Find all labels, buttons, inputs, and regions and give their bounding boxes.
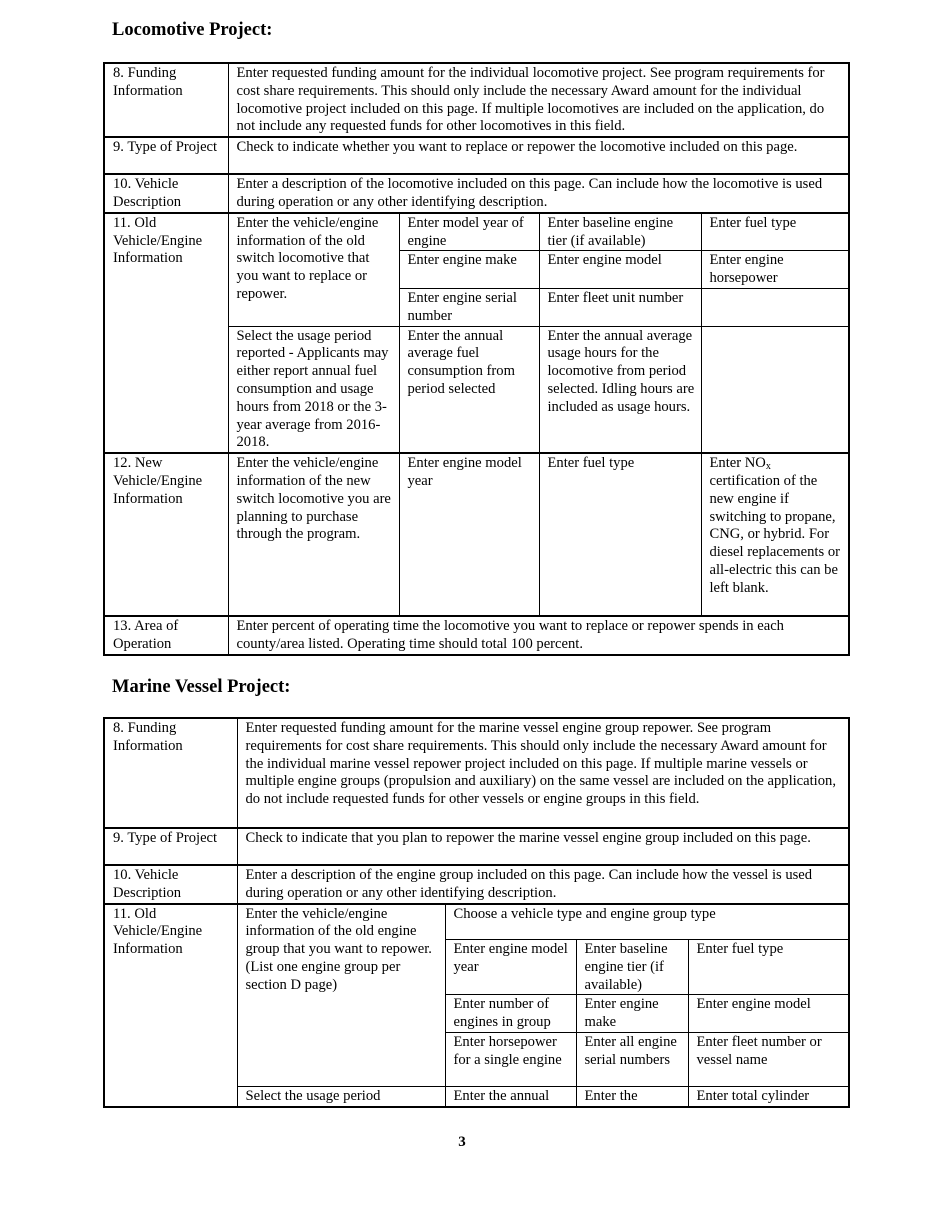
marine-old-engine-make[interactable]: Enter engine make [576, 995, 688, 1033]
loco-old-engine-make[interactable]: Enter engine make [399, 251, 539, 289]
locomotive-section-title: Locomotive Project: [112, 20, 273, 40]
marine-old-label: 11. Old Vehicle/Engine Information [104, 904, 237, 1107]
loco-row-area [104, 616, 849, 655]
marine-description-label: 10. Vehicle Description [104, 865, 237, 904]
loco-new-label: 12. New Vehicle/Engine Information [104, 453, 228, 616]
marine-type-text[interactable]: Check to indicate that you plan to repower the marine vessel engine group included on this page. [237, 828, 849, 865]
marine-old-annual[interactable]: Enter the annual [445, 1087, 576, 1107]
marine-old-num-engines[interactable]: Enter number of engines in group [445, 995, 576, 1033]
marine-description-text[interactable]: Enter a description of the engine group included on this page. Can include how the vessel is used during operation or any other identifying description. [237, 865, 849, 904]
loco-new-intro: Enter the vehicle/engine information of the new switch locomotive you are planning to purchase through the program. [228, 453, 399, 616]
loco-type-label: 9. Type of Project [104, 137, 228, 174]
page-number: 3 [458, 1134, 466, 1150]
marine-old-enter-the[interactable]: Enter the [576, 1087, 688, 1107]
loco-row-old-1 [104, 213, 849, 251]
loco-row-new [104, 453, 849, 616]
marine-funding-text[interactable]: Enter requested funding amount for the marine vessel engine group repower. See program requirements for cost share requirements. This should only include the necessary Award amount for the individual marine vessel repower project included on this page. If multiple marine vessels or multiple engine groups (propulsion and auxiliary) on the same vessel are included on the application, do not include requested funds for other vessels or engine groups in this field. [237, 718, 849, 828]
loco-new-fuel-type[interactable]: Enter fuel type [539, 453, 701, 616]
nox-subscript: x [765, 461, 771, 473]
marine-old-intro-text: Enter the vehicle/engine information of the old engine group that you want to repower. [245, 905, 432, 958]
loco-row-type [104, 137, 849, 174]
marine-old-intro [237, 904, 445, 1087]
marine-old-baseline-tier[interactable]: Enter baseline engine tier (if available) [576, 940, 688, 995]
loco-old-usage-hours[interactable]: Enter the annual average usage hours for the locomotive from period selected. Idling hours are included as usage hours. [539, 326, 701, 453]
marine-old-usage-period[interactable]: Select the usage period [237, 1087, 445, 1107]
loco-old-horsepower[interactable]: Enter engine horsepower [701, 251, 849, 289]
loco-funding-label: 8. Funding Information [104, 63, 228, 137]
loco-old-empty-cell-2 [701, 326, 849, 453]
nox-text-prefix: Enter NO [709, 455, 766, 472]
marine-table [103, 717, 850, 1108]
loco-new-model-year[interactable]: Enter engine model year [399, 453, 539, 616]
marine-old-fleet-name[interactable]: Enter fleet number or vessel name [688, 1033, 849, 1087]
loco-type-text[interactable]: Check to indicate whether you want to replace or repower the locomotive included on this page. [228, 137, 849, 174]
marine-old-serials[interactable]: Enter all engine serial numbers [576, 1033, 688, 1087]
loco-old-fuel-type[interactable]: Enter fuel type [701, 213, 849, 251]
marine-old-fuel-type[interactable]: Enter fuel type [688, 940, 849, 995]
loco-funding-text[interactable]: Enter requested funding amount for the individual locomotive project. See program requirements for cost share requirements. This should only include the necessary Award amount for the individual locomotive project included on this page. If multiple locomotives are included on the application, do not include any requested funds for other locomotives in this field. [228, 63, 849, 137]
marine-old-vehicle-type[interactable]: Choose a vehicle type and engine group type [445, 904, 849, 940]
marine-funding-label: 8. Funding Information [104, 718, 237, 828]
marine-row-type [104, 828, 849, 865]
loco-old-intro: Enter the vehicle/engine information of the old switch locomotive that you want to replace or repower. [228, 213, 399, 326]
loco-old-empty-cell [701, 288, 849, 326]
locomotive-table [103, 62, 850, 656]
marine-old-cylinder[interactable]: Enter total cylinder [688, 1087, 849, 1107]
loco-old-fleet-unit[interactable]: Enter fleet unit number [539, 288, 701, 326]
marine-old-horsepower[interactable]: Enter horsepower for a single engine [445, 1033, 576, 1087]
loco-old-baseline-tier[interactable]: Enter baseline engine tier (if available) [539, 213, 701, 251]
loco-description-text[interactable]: Enter a description of the locomotive included on this page. Can include how the locomotive is used during operation or any other identifying description. [228, 174, 849, 213]
loco-old-label: 11. Old Vehicle/Engine Information [104, 213, 228, 453]
loco-area-text[interactable]: Enter percent of operating time the locomotive you want to replace or repower spends in each county/area listed. Operating time should total 100 percent. [228, 616, 849, 655]
loco-old-engine-model[interactable]: Enter engine model [539, 251, 701, 289]
marine-row-description [104, 865, 849, 904]
marine-old-engine-model[interactable]: Enter engine model [688, 995, 849, 1033]
loco-old-serial[interactable]: Enter engine serial number [399, 288, 539, 326]
loco-old-fuel-consumption[interactable]: Enter the annual average fuel consumption from period selected [399, 326, 539, 453]
marine-section-title: Marine Vessel Project: [112, 677, 291, 697]
loco-old-model-year[interactable]: Enter model year of engine [399, 213, 539, 251]
nox-text-rest: certification of the new engine if switching to propane, CNG, or hybrid. For diesel replacements or all-electric this can be left blank. [709, 472, 840, 596]
marine-type-label: 9. Type of Project [104, 828, 237, 865]
marine-row-old-1 [104, 904, 849, 940]
loco-old-usage-period[interactable]: Select the usage period reported - Applicants may either report annual fuel consumption and usage hours from 2018 or the 3-year average from 2016-2018. [228, 326, 399, 453]
loco-row-description [104, 174, 849, 213]
marine-old-intro-note: (List one engine group per section D page) [245, 958, 401, 993]
loco-row-funding [104, 63, 849, 137]
marine-old-model-year[interactable]: Enter engine model year [445, 940, 576, 995]
loco-description-label: 10. Vehicle Description [104, 174, 228, 213]
loco-area-label: 13. Area of Operation [104, 616, 228, 655]
marine-row-funding [104, 718, 849, 828]
loco-new-nox-cert[interactable] [701, 453, 849, 616]
